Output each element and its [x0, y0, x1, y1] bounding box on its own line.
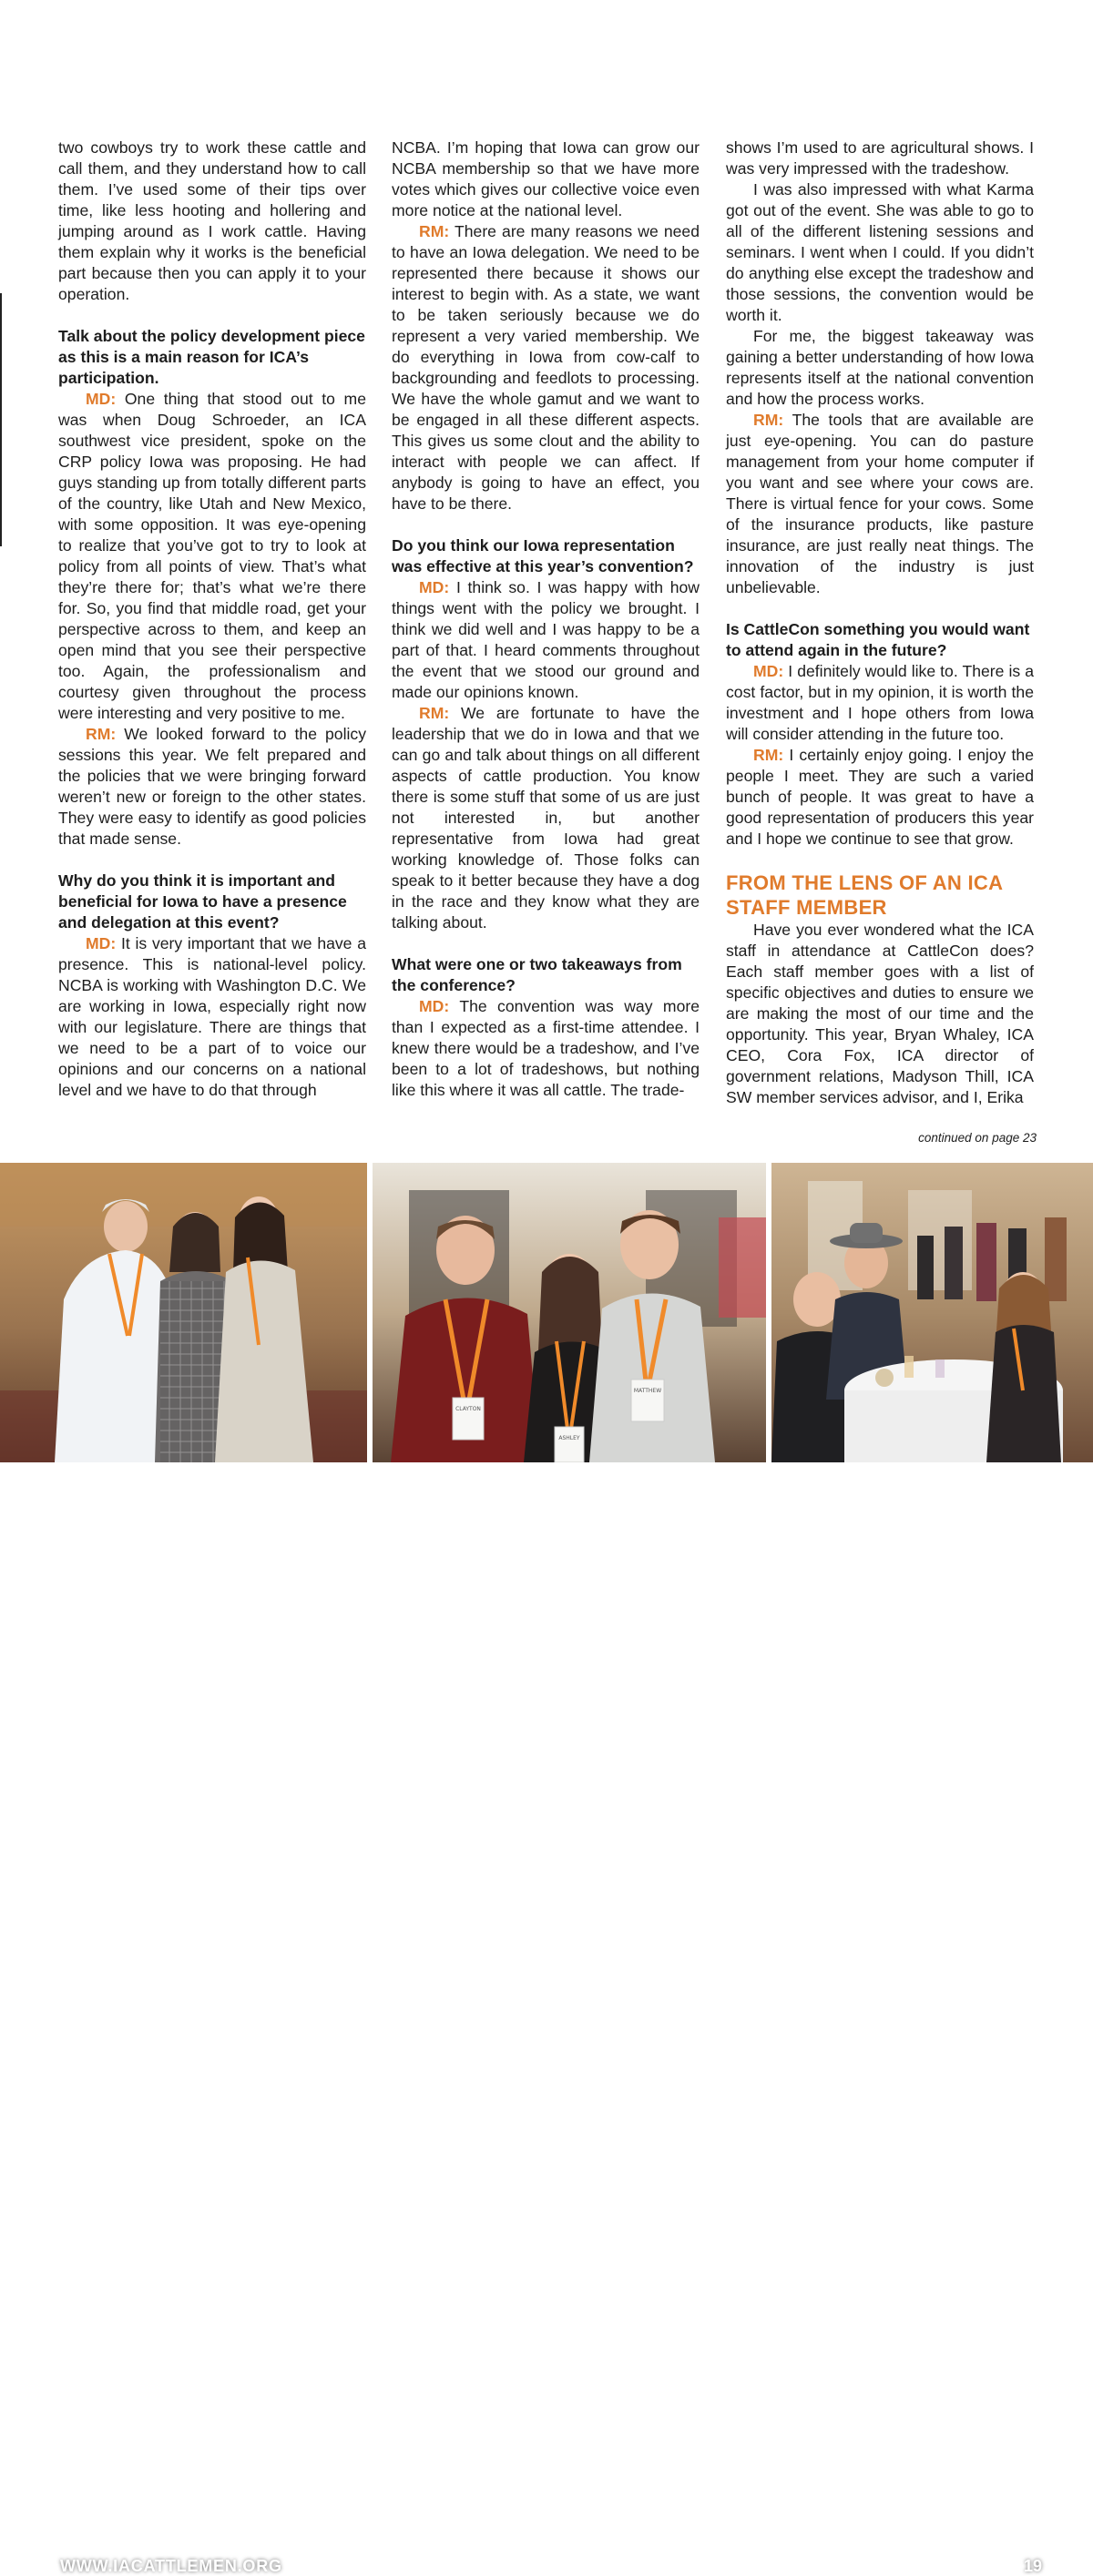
answer-text: The convention was way more than I expected as a first-time attendee. I knew there would be a tradeshow, and I’ve been to a lot of tradeshows, but nothing like this where it was all cattle. The trade-	[392, 997, 700, 1099]
answer-paragraph	[58, 933, 366, 1101]
speaker-label: MD:	[753, 662, 784, 680]
paragraph: Have you ever wondered what the ICA staff in attendance at CattleCon does? Each staff member goes with a list of specific objectives and duties to ensure we are making the most of our time and the opportunity. This year, Bryan Whaley, ICA CEO, Cora Fox, ICA director of government relations, Madyson Thill, ICA SW member services advisor, and I, Erika	[726, 921, 1034, 1106]
speaker-label: RM:	[753, 411, 784, 429]
article-column-1	[58, 137, 366, 1101]
article-column-3	[726, 137, 1034, 1108]
speaker-label: MD:	[419, 578, 450, 596]
answer-text: It is very important that we have a presence. This is national-level policy. NCBA is working with Washington D.C. We are working in Iowa, especially right now with our legislature. There are things that we need to be a part of to voice our opinions and our concerns on a national level and we have to do that through	[58, 934, 366, 1099]
paragraph: For me, the biggest takeaway was gaining a better understanding of how Iowa represents itself at the national convention and how the process works.	[726, 327, 1034, 408]
speaker-label: RM:	[753, 746, 784, 764]
answer-text: One thing that stood out to me was when Doug Schroeder, an ICA southwest vice president, spoke on the CRP policy Iowa was proposing. He had guys standing up from totally different parts of the country, like Utah and New Mexico, with some opposition. It was eye-opening to realize that you’ve got to try to look at policy from all points of view. That’s what they’re there for; that’s what we’re there for. So, you find that middle road, get your perspective across to them, and keep an open mind that you see their perspective too. Again, the professionalism and courtesy given throughout the process were interesting and very positive to me.	[58, 390, 366, 722]
speaker-label: RM:	[419, 222, 450, 240]
speaker-label: MD:	[419, 997, 450, 1015]
interview-question: Is CattleCon something you would want to attend again in the future?	[726, 620, 1030, 659]
interview-question: What were one or two takeaways from the conference?	[392, 955, 682, 994]
answer-text: I definitely would like to. There is a cost factor, but in my opinion, it is worth the investment and I hope others from Iowa will consider attending in the future too.	[726, 662, 1034, 743]
photo-strip	[0, 1163, 1093, 2575]
speaker-label: MD:	[86, 934, 117, 952]
interview-question: Do you think our Iowa representation was effective at this year’s convention?	[392, 536, 694, 575]
answer-paragraph	[392, 221, 700, 514]
answer-text: There are many reasons we need to have an Iowa delegation. We need to be represented there because it shows our interest to begin with. As a state, we want to be taken seriously because we do represent a very varied membership. We do everything in Iowa from cow-calf to backgrounding and feedlots to processing. We have the whole gamut and we want to be engaged in all these different aspects. This gives us some clout and the ability to interact with people we can affect. If anybody is going to have an effect, you have to be there.	[392, 222, 700, 513]
paragraph: shows I’m used to are agricultural shows. I was very impressed with the tradeshow.	[726, 138, 1034, 178]
badge-name-matthew: MATTHEW	[633, 1388, 662, 1394]
badge-name-clayton: CLAYTON	[455, 1406, 481, 1412]
page-number: 19	[1023, 2557, 1042, 2575]
answer-paragraph	[392, 577, 700, 703]
answer-text: I think so. I was happy with how things went with the policy we brought. I think we did well and I was happy to be a part of that. I heard comments throughout the event that we stood our ground and made our opinions known.	[392, 578, 700, 701]
paragraph: two cowboys try to work these cattle and call them, and they understand how to call them. I’ve used some of their tips over time, like less hooting and hollering and jumping around as I work cattle. Having them explain why it works is the beneficial part because then you can apply it to your operation.	[58, 138, 366, 303]
answer-paragraph	[726, 661, 1034, 745]
article-column-2	[392, 137, 700, 1101]
answer-text: We looked forward to the policy sessions this year. We felt prepared and the policies that we were bringing forward weren’t new or foreign to the other states. They were easy to identify as good policies that made sense.	[58, 725, 366, 848]
answer-paragraph	[392, 703, 700, 933]
answer-paragraph	[58, 389, 366, 724]
answer-paragraph	[392, 996, 700, 1101]
answer-paragraph	[58, 724, 366, 850]
paragraph: I was also impressed with what Karma got out of the event. She was able to go to all of the different listening sessions and seminars. I went when I could. If you didn’t do anything else except the tradeshow and those sessions, the convention would be worth it.	[726, 180, 1034, 324]
answer-text: We are fortunate to have the leadership that we do in Iowa and that we can go and talk about things on all different aspects of cattle production. You know there is some stuff that some of us are just not interested in, but another representative from Iowa had great working knowledge of. Those folks can speak to it better because they have a dog in the race and they know what they are talking about.	[392, 704, 700, 932]
speaker-label: RM:	[419, 704, 450, 722]
margin-rule	[0, 293, 2, 546]
section-heading: FROM THE LENS OF AN ICA STAFF MEMBER	[726, 871, 1003, 919]
speaker-label: RM:	[86, 725, 117, 743]
answer-text: The tools that are available are just eye-opening. You can do pasture management from your home computer if you want and see where your cows are. There is virtual fence for your cows. Some of the insurance products, like pasture insurance, are just really neat things. The innovation of the industry is just unbelievable.	[726, 411, 1034, 596]
photo-table-gathering	[771, 1163, 1093, 1462]
continued-note: continued on page 23	[918, 1131, 1037, 1145]
photo-conversation	[0, 1163, 367, 1462]
paragraph: NCBA. I’m hoping that Iowa can grow our NCBA membership so that we have more votes which gives our collective voice even more notice at the national level.	[392, 138, 700, 219]
interview-question: Talk about the policy development piece as this is a main reason for ICA’s participation.	[58, 327, 365, 387]
answer-paragraph	[726, 410, 1034, 598]
interview-question: Why do you think it is important and beneficial for Iowa to have a presence and delegation at this event?	[58, 871, 347, 932]
answer-paragraph	[726, 745, 1034, 850]
photo-three-attendees	[373, 1163, 766, 1462]
answer-text: I certainly enjoy going. I enjoy the people I meet. They are such a varied bunch of people. It was great to have a good representation of producers this year and I hope we continue to see that grow.	[726, 746, 1034, 848]
footer-website-url[interactable]: WWW.IACATTLEMEN.ORG	[60, 2557, 282, 2575]
speaker-label: MD:	[86, 390, 117, 408]
badge-name-ashley: ASHLEY	[558, 1435, 580, 1441]
